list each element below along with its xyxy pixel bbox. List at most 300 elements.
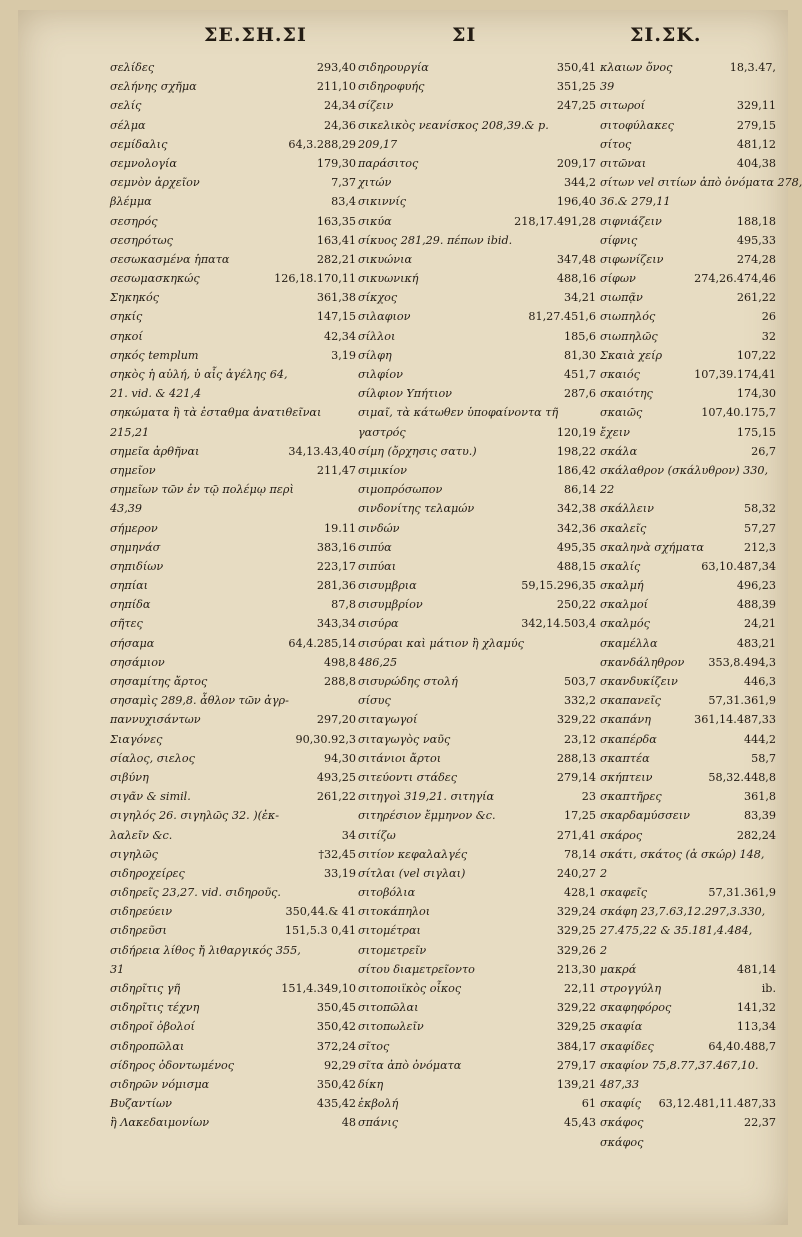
entry-reference: 329,22: [556, 1001, 596, 1015]
index-entry: [358, 710, 596, 729]
entry-reference: 58,32: [743, 502, 776, 516]
index-entry: [110, 442, 356, 461]
entry-term: σίδηρος ὀδοντωμένος: [110, 1058, 234, 1072]
index-entry: [600, 403, 776, 422]
index-entry: [110, 365, 356, 384]
entry-term: σκάρος: [600, 828, 643, 842]
entry-reference: 329,24: [556, 905, 596, 919]
entry-term: σελήνης σχῆμα: [110, 80, 197, 94]
entry-reference: 297,20: [316, 713, 356, 727]
entry-reference: 151,5.3 0,41: [284, 924, 356, 938]
entry-reference: 261,22: [316, 790, 356, 804]
entry-reference: 496,23: [736, 579, 776, 593]
entry-reference: 495,33: [736, 233, 776, 247]
entry-term: σίλλοι: [358, 329, 396, 343]
entry-term: σιμοπρόσωπον: [358, 483, 443, 497]
index-entry: [600, 423, 776, 442]
entry-term: ἢ Λακεδαιμονίων: [110, 1116, 210, 1130]
entry-term: σιδηρουργία: [358, 61, 429, 74]
entry-term: σιδηροχείρες: [110, 866, 185, 880]
index-entry: [600, 730, 776, 749]
entry-reference: 18,3.47,: [729, 61, 776, 74]
index-entry: [600, 710, 776, 729]
index-entry: [600, 845, 776, 864]
entry-reference: 498,8: [323, 655, 356, 669]
index-entry: [358, 212, 596, 231]
index-entry: [110, 480, 356, 499]
index-entry: [600, 231, 776, 250]
index-entry: [358, 96, 596, 115]
entry-reference: 350,45: [316, 1001, 356, 1015]
entry-term: 27.475,22 & 35.181,4.484,: [600, 924, 753, 938]
entry-term: σίζειν: [358, 99, 394, 113]
index-entry: [358, 384, 596, 403]
entry-term: σκανδυκίζειν: [600, 675, 678, 688]
entry-term: σκαπέρδα: [600, 732, 657, 746]
entry-reference: 488,39: [736, 598, 776, 612]
index-entry: [110, 1017, 356, 1036]
entry-reference: 344,2: [563, 176, 596, 190]
index-entry: [358, 653, 596, 672]
entry-reference: 384,17: [556, 1039, 596, 1053]
entry-term: σίκχος: [358, 291, 398, 305]
entry-term: σκαφηφόρος: [600, 1001, 672, 1015]
entry-reference: 58,32.448,8: [708, 770, 776, 784]
index-entry: [110, 787, 356, 806]
entry-term: μακρά: [600, 962, 637, 976]
entry-reference: 329,25: [556, 1020, 596, 1034]
index-entry: [358, 192, 596, 211]
entry-term: σῖτα ἀπὸ ὀνόματα: [358, 1058, 462, 1072]
entry-reference: 488,16: [556, 272, 596, 286]
index-entry: [600, 768, 776, 787]
entry-reference: 361,14.487,33: [694, 713, 776, 727]
entry-reference: 493,25: [316, 770, 356, 784]
entry-term: 209,17: [358, 137, 398, 151]
entry-reference: 32: [761, 329, 776, 343]
index-entry: [110, 1037, 356, 1056]
index-entry: [358, 480, 596, 499]
entry-term: σκαιῶς: [600, 406, 643, 420]
entry-term: σκαπτέα: [600, 751, 650, 765]
entry-reference: 212,3: [743, 540, 776, 554]
entry-term: σιδήρεια λίθος ἤ λιθαργικός 355,: [110, 943, 301, 957]
entry-term: σιτοβόλια: [358, 886, 416, 900]
entry-term: σίτων vel σιτίων ἀπὸ ὀνόματα 278,: [600, 176, 802, 190]
index-entry: [600, 173, 802, 192]
entry-reference: 64,40.488,7: [708, 1039, 776, 1053]
entry-reference: 428,1: [563, 886, 596, 900]
entry-term: σικυώνια: [358, 252, 413, 266]
index-entry: [600, 384, 776, 403]
entry-term: παννυχισάντων: [110, 713, 201, 727]
entry-reference: 481,12: [736, 137, 776, 151]
entry-term: σιγηλῶς: [110, 847, 158, 861]
entry-reference: 274,28: [736, 252, 776, 266]
entry-term: κλαιων ὄνος: [600, 61, 673, 74]
index-entry: [110, 135, 356, 154]
entry-term: σιδηρεῦσι: [110, 924, 167, 938]
entry-reference: ib.: [761, 982, 776, 995]
running-head-center: ΣΙ: [452, 24, 477, 46]
index-entry: [110, 749, 356, 768]
entry-reference: 404,38: [736, 156, 776, 170]
entry-term: σκαφίς: [600, 1097, 642, 1111]
index-entry: [110, 346, 356, 365]
entry-reference: 57,27: [743, 521, 776, 535]
index-entry: [358, 557, 596, 576]
entry-term: Σηκηκός: [110, 291, 159, 305]
entry-term: γαστρός: [358, 425, 406, 439]
entry-reference: 19.11: [323, 521, 356, 535]
entry-term: σίλφη: [358, 348, 392, 362]
index-entry: [358, 787, 596, 806]
entry-reference: 81,27.451,6: [528, 310, 596, 324]
entry-reference: 350,44.& 41: [285, 905, 356, 919]
entry-term: σιταγωγὸς ναῦς: [358, 732, 451, 746]
entry-reference: 481,14: [736, 962, 776, 976]
index-entry: [600, 979, 776, 998]
entry-term: σκαιός: [600, 368, 640, 381]
entry-term: σκάλα: [600, 444, 638, 458]
entry-term: σιδηρῶν νόμισμα: [110, 1077, 210, 1091]
entry-term: σίτος: [600, 137, 632, 151]
entry-reference: 22,11: [563, 982, 596, 995]
index-entry: [110, 538, 356, 557]
entry-reference: 17,25: [563, 809, 596, 823]
entry-reference: 279,14: [556, 770, 596, 784]
index-entry: [358, 231, 596, 250]
index-entry: [110, 173, 356, 192]
entry-term: χιτών: [358, 176, 392, 190]
entry-reference: 24,34: [323, 99, 356, 113]
entry-term: σκάφος: [600, 1135, 644, 1149]
entry-term: σκαφίον 75,8.77,37.467,10.: [600, 1058, 759, 1072]
index-entry: [600, 941, 776, 960]
entry-reference: 59,15.296,35: [521, 579, 596, 593]
entry-term: σιφωνίζειν: [600, 252, 664, 266]
entry-term: σελίδες: [110, 61, 155, 74]
index-entry: [600, 288, 776, 307]
entry-reference: 488,15: [556, 559, 596, 573]
entry-term: σιτοποιϊκὸς οἶκος: [358, 982, 462, 995]
entry-reference: 186,42: [556, 463, 596, 477]
entry-term: βλέμμα: [110, 195, 152, 209]
entry-reference: 126,18.170,11: [274, 272, 356, 286]
entry-term: σκαφία: [600, 1020, 643, 1034]
index-entry: [110, 998, 356, 1017]
entry-reference: 83,4: [331, 195, 356, 209]
entry-reference: 279,17: [556, 1058, 596, 1072]
index-entry: [110, 557, 356, 576]
entry-reference: 86,14: [563, 483, 596, 497]
index-entry: [358, 768, 596, 787]
book-page: [18, 10, 802, 1225]
entry-term: σιωπηλός: [600, 310, 656, 324]
entry-term: σκαλίς: [600, 559, 641, 573]
entry-reference: 329,26: [556, 943, 596, 957]
index-entry: [110, 154, 356, 173]
index-entry: [600, 960, 776, 979]
index-entry: [600, 826, 776, 845]
entry-term: σιδηροῖ ὀβολοί: [110, 1020, 195, 1034]
index-entry: [600, 442, 776, 461]
index-entry: [110, 116, 356, 135]
index-column-left: [110, 58, 356, 1133]
entry-reference: 329,25: [556, 924, 596, 938]
entry-reference: 107,40.175,7: [701, 406, 776, 420]
index-entry: [358, 1094, 596, 1113]
index-entry: [110, 1094, 356, 1113]
index-entry: [358, 979, 596, 998]
entry-reference: 444,2: [743, 732, 776, 746]
entry-term: σημεῖων τῶν ἐν τῷ πολέμῳ περὶ: [110, 483, 294, 497]
index-entry: [600, 1056, 776, 1075]
entry-reference: 288,8: [323, 675, 356, 688]
entry-term: σησάμιον: [110, 655, 165, 669]
entry-term: σίσυς: [358, 694, 391, 708]
entry-term: ἔχειν: [600, 425, 630, 439]
index-entry: [358, 173, 596, 192]
entry-reference: 34: [341, 828, 356, 842]
index-entry: [600, 749, 776, 768]
entry-reference: 42,34: [323, 329, 356, 343]
entry-term: 215,21: [110, 425, 150, 439]
entry-reference: 81,30: [563, 348, 596, 362]
entry-reference: 48: [341, 1116, 356, 1130]
entry-reference: 94,30: [323, 751, 356, 765]
entry-term: σεσωκασμένα ἡπατα: [110, 252, 230, 266]
entry-term: σιμαῖ, τὰ κάτωθεν ὑποφαίνοντα τῆ: [358, 406, 559, 420]
entry-term: σησαμίτης ἄρτος: [110, 675, 208, 688]
entry-term: σικελικὸς νεανίσκος 208,39.& p.: [358, 118, 549, 132]
index-entry: [358, 327, 596, 346]
entry-term: παράσιτος: [358, 156, 419, 170]
index-entry: [358, 806, 596, 825]
entry-term: σιτάνιοι ἄρτοι: [358, 751, 442, 765]
entry-reference: 281,36: [316, 579, 356, 593]
index-entry: [600, 1113, 776, 1132]
index-entry: [358, 691, 596, 710]
entry-term: σκανδάληθρον: [600, 655, 685, 669]
entry-term: σκαφίδες: [600, 1039, 654, 1053]
entry-term: δίκη: [358, 1077, 384, 1091]
entry-reference: 22,37: [743, 1116, 776, 1130]
index-entry: [110, 595, 356, 614]
entry-term: σιδηροπῶλαι: [110, 1039, 185, 1053]
index-entry: [358, 864, 596, 883]
entry-term: σηκὸς ἡ αὐλή, ὑ αἷς ἀγέλης 64,: [110, 368, 288, 381]
entry-reference: 57,31.361,9: [708, 694, 776, 708]
index-entry: [600, 365, 776, 384]
index-entry: [110, 826, 356, 845]
entry-term: σκαληνὰ σχήματα: [600, 540, 704, 554]
entry-term: σκάφη 23,7.63,12.297,3.330,: [600, 905, 766, 919]
index-entry: [600, 116, 776, 135]
entry-reference: 23: [581, 790, 596, 804]
entry-term: Σιαγόνες: [110, 732, 163, 746]
entry-term: σησαμὶς 289,8. ἆθλον τῶν ἀγρ-: [110, 694, 289, 708]
entry-reference: 163,41: [316, 233, 356, 247]
entry-term: Βυζαντίων: [110, 1097, 172, 1111]
index-entry: [110, 883, 356, 902]
index-entry: [600, 921, 776, 940]
entry-term: 21. vid. & 421,4: [110, 387, 202, 401]
entry-term: σκαφεῖς: [600, 886, 648, 900]
entry-reference: 332,2: [563, 694, 596, 708]
entry-term: ἐκβολή: [358, 1097, 399, 1111]
entry-term: σεμνὸν ἀρχεῖον: [110, 176, 200, 190]
entry-term: σιτομετρεῖν: [358, 943, 427, 957]
entry-reference: 446,3: [743, 675, 776, 688]
index-entry: [600, 346, 776, 365]
index-entry: [358, 960, 596, 979]
entry-reference: 372,24: [316, 1039, 356, 1053]
index-entry: [600, 998, 776, 1017]
index-entry: [110, 672, 356, 691]
entry-reference: 342,14.503,4: [521, 617, 596, 631]
entry-reference: 329,11: [736, 99, 776, 113]
entry-term: σινδονίτης τελαμών: [358, 502, 475, 516]
entry-reference: 274,26.474,46: [694, 272, 776, 286]
entry-term: σιμικίον: [358, 463, 407, 477]
index-entry: [110, 730, 356, 749]
entry-reference: 107,39.174,41: [694, 368, 776, 381]
entry-term: σηπίαι: [110, 579, 149, 593]
entry-term: σίκυος 281,29. πέπων ibid.: [358, 233, 513, 247]
index-entry: [110, 269, 356, 288]
index-entry: [358, 749, 596, 768]
index-entry: [358, 499, 596, 518]
entry-term: σίφων: [600, 272, 636, 286]
index-entry: [110, 250, 356, 269]
index-entry: [110, 403, 356, 422]
entry-reference: 175,15: [736, 425, 776, 439]
index-entry: [358, 1037, 596, 1056]
entry-term: σιτοφύλακες: [600, 118, 674, 132]
index-entry: [358, 77, 596, 96]
index-entry: [600, 806, 776, 825]
entry-term: 2: [600, 943, 608, 957]
index-entry: [600, 1094, 776, 1113]
entry-term: σιταγωγοί: [358, 713, 418, 727]
entry-term: σίλφιον Υπήτιον: [358, 387, 452, 401]
entry-reference: 24,21: [743, 617, 776, 631]
index-entry: [600, 595, 776, 614]
index-entry: [600, 1133, 776, 1152]
index-entry: [110, 653, 356, 672]
index-entry: [358, 519, 596, 538]
entry-term: σημεῖα ἀρθῆναι: [110, 444, 200, 458]
index-entry: [110, 327, 356, 346]
index-entry: [110, 691, 356, 710]
entry-term: 43,39: [110, 502, 143, 516]
index-entry: [600, 557, 776, 576]
entry-reference: 92,29: [323, 1058, 356, 1072]
index-entry: [358, 269, 596, 288]
entry-term: σιγηλός 26. σιγηλῶς 32. )(ἐκ-: [110, 809, 280, 823]
entry-term: σημηνάσ: [110, 540, 161, 554]
entry-term: σιτηρέσιον ἔμμηνον &c.: [358, 809, 496, 823]
entry-term: σιφνιάζειν: [600, 214, 662, 228]
index-entry: [358, 288, 596, 307]
entry-reference: 351,25: [556, 80, 596, 94]
index-entry: [600, 538, 776, 557]
index-entry: [110, 1075, 356, 1094]
entry-reference: 288,13: [556, 751, 596, 765]
index-entry: [600, 58, 776, 77]
entry-reference: 383,16: [316, 540, 356, 554]
index-entry: [358, 634, 596, 653]
entry-reference: 26,7: [751, 444, 776, 458]
entry-term: σῆτες: [110, 617, 143, 631]
index-entry: [600, 499, 776, 518]
entry-term: σιτηγοὶ 319,21. σιτηγία: [358, 790, 495, 804]
index-entry: [110, 58, 356, 77]
entry-reference: 33,19: [323, 866, 356, 880]
index-entry: [600, 519, 776, 538]
entry-reference: 83,39: [743, 809, 776, 823]
entry-reference: 64,3.288,29: [288, 137, 356, 151]
entry-term: σιωπᾷν: [600, 291, 643, 305]
entry-term: σιγᾶν & simil.: [110, 790, 191, 804]
entry-reference: 188,18: [736, 214, 776, 228]
entry-term: σιτοπῶλαι: [358, 1001, 419, 1015]
entry-reference: 198,22: [556, 444, 596, 458]
entry-term: σικύα: [358, 214, 392, 228]
index-entry: [600, 883, 776, 902]
entry-term: σίτου διαμετρεῖοντο: [358, 962, 475, 976]
entry-term: σκαλμή: [600, 579, 644, 593]
entry-term: σιτῶναι: [600, 156, 647, 170]
index-entry: [600, 461, 776, 480]
entry-term: σηκός templum: [110, 348, 199, 362]
entry-reference: 120,19: [556, 425, 596, 439]
entry-reference: 223,17: [316, 559, 356, 573]
entry-reference: 90,30.92,3: [295, 732, 356, 746]
entry-reference: 63,10.487,34: [701, 559, 776, 573]
entry-term: σιτωροί: [600, 99, 646, 113]
index-entry: [358, 442, 596, 461]
index-entry: [358, 1075, 596, 1094]
entry-term: λαλεῖν &c.: [110, 828, 173, 842]
entry-term: στρογγύλη: [600, 982, 662, 995]
index-entry: [110, 1056, 356, 1075]
entry-reference: 347,48: [556, 252, 596, 266]
entry-reference: 483,21: [736, 636, 776, 650]
entry-term: σιδηρεῖς 23,27. vid. σιδηροῦς.: [110, 886, 281, 900]
index-entry: [358, 538, 596, 557]
index-entry: [110, 902, 356, 921]
entry-term: σκαπανεῖς: [600, 694, 661, 708]
index-entry: [600, 1037, 776, 1056]
entry-term: σεμίδαλις: [110, 137, 168, 151]
index-entry: [110, 806, 356, 825]
entry-reference: †32,45: [318, 847, 356, 861]
index-entry: [600, 96, 776, 115]
entry-reference: 34,13.43,40: [288, 444, 356, 458]
index-entry: [110, 1113, 356, 1132]
entry-reference: 342,36: [556, 521, 596, 535]
entry-term: σιβύνη: [110, 770, 149, 784]
entry-reference: 213,30: [556, 962, 596, 976]
index-entry: [110, 614, 356, 633]
index-entry: [110, 768, 356, 787]
entry-reference: 87,8: [331, 598, 356, 612]
entry-term: σκαρδαμύσσειν: [600, 809, 690, 823]
entry-reference: 209,17: [556, 156, 596, 170]
index-entry: [358, 826, 596, 845]
